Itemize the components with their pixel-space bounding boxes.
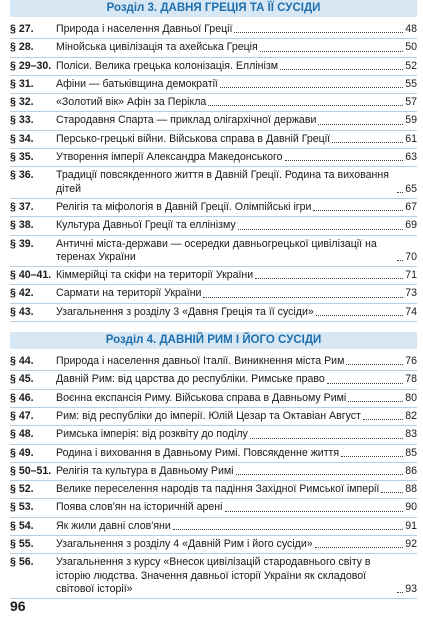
dot-leader (225, 511, 404, 512)
toc-entry (10, 554, 417, 599)
entry-page-number: 83 (405, 428, 417, 441)
entry-title: Римська імперія: від розквіту до поділу (56, 428, 248, 441)
entry-body (56, 538, 417, 551)
entry-title: Поліси. Велика грецька колонізація. Еллінізм (56, 59, 278, 72)
section-label: Розділ 4. (105, 334, 157, 347)
entry-body (56, 151, 417, 164)
entry-page-number: 63 (405, 151, 417, 164)
toc-entry (10, 408, 417, 426)
entry-page-number: 85 (405, 446, 417, 459)
toc-entry (10, 217, 417, 235)
section-header-3 (10, 0, 417, 17)
dot-leader (313, 210, 403, 211)
entry-title: Рим: від республіки до імперії. Юлій Цезар та Октавіан Август (56, 409, 361, 422)
toc-entry (10, 481, 417, 499)
toc-entry (10, 285, 417, 303)
entry-title: Воєнна експансія Риму. Військова справа в Давньому Римі (56, 391, 347, 404)
dot-leader (238, 229, 404, 230)
paragraph-number: § 46. (10, 391, 34, 404)
paragraph-number: § 45. (10, 373, 34, 386)
dot-leader (363, 419, 403, 420)
entry-title: Утворення імперії Александра Македонського (56, 151, 283, 164)
entry-page-number: 91 (405, 519, 417, 532)
paragraph-number: § 29–30. (10, 59, 52, 72)
paragraph-number: § 38. (10, 219, 34, 232)
entry-body (56, 201, 417, 214)
entry-page-number: 65 (405, 182, 417, 195)
entry-page-number: 59 (405, 114, 417, 127)
paragraph-number: § 34. (10, 132, 34, 145)
paragraph-number: § 33. (10, 114, 34, 127)
entry-body (56, 41, 417, 54)
dot-leader (234, 32, 403, 33)
entry-page-number: 93 (405, 582, 417, 595)
entry-page-number: 50 (405, 41, 417, 54)
entry-body (56, 60, 417, 73)
paragraph-number: § 35. (10, 151, 34, 164)
paragraph-number: § 44. (10, 355, 34, 368)
dot-leader (285, 160, 404, 161)
paragraph-number: § 48. (10, 428, 34, 441)
entry-title: Поява слов'ян на історичній арені (56, 501, 223, 514)
dot-leader (236, 474, 404, 475)
toc-entry (10, 499, 417, 517)
toc-entry (10, 445, 417, 463)
paragraph-number: § 27. (10, 23, 34, 35)
entry-title: Природа і населення Давньої Греції (56, 23, 233, 35)
entry-page-number: 70 (405, 250, 417, 263)
paragraph-number: § 28. (10, 41, 34, 54)
dot-leader (327, 383, 403, 384)
entry-title: Античні міста-держави — осередки давньогрецької цивілізації на теренах України (56, 237, 377, 263)
toc-entry (10, 304, 417, 322)
toc-entry (10, 390, 417, 408)
entry-body (56, 219, 417, 232)
dot-leader (397, 260, 403, 261)
entry-title: Культура Давньої Греції та еллінізму (56, 219, 236, 232)
paragraph-number: § 32. (10, 96, 34, 109)
entry-page-number: 69 (405, 219, 417, 232)
toc-entry (10, 463, 417, 481)
toc-entry (10, 58, 417, 76)
paragraph-number: § 42. (10, 287, 34, 300)
dot-leader (250, 438, 403, 439)
entry-title: Стародавня Спарта — приклад олігархічної держави (56, 114, 317, 127)
paragraph-number: § 37. (10, 200, 34, 213)
entry-body (56, 392, 417, 405)
paragraph-number: § 50–51. (10, 464, 52, 477)
toc-entry (10, 167, 417, 199)
paragraph-number: § 52. (10, 483, 34, 496)
paragraph-number: § 54. (10, 519, 34, 532)
entry-body (56, 556, 417, 596)
paragraph-number: § 39. (10, 237, 34, 250)
toc-entry (10, 39, 417, 57)
entry-title: Давній Рим: від царства до республіки. Римське право (56, 373, 325, 386)
section-3-entries (10, 21, 417, 322)
entry-body (56, 78, 417, 91)
paragraph-number: § 36. (10, 169, 34, 182)
entry-title: Релігія та культура в Давньому Римі (56, 464, 234, 477)
entry-title: Сармати на території України (56, 287, 202, 300)
dot-leader (332, 142, 403, 143)
entry-page-number: 67 (405, 200, 417, 213)
entry-title: «Золотий вік» Афін за Перікла (56, 96, 207, 109)
dot-leader (203, 297, 403, 298)
entry-body (56, 501, 417, 514)
entry-title: Релігія та міфологія в Давній Греції. Олімпійські ігри (56, 200, 312, 213)
toc-entry (10, 536, 417, 554)
paragraph-number: § 40–41. (10, 269, 52, 282)
entry-page-number: 88 (405, 483, 417, 496)
paragraph-number: § 47. (10, 409, 34, 422)
dot-leader (220, 87, 403, 88)
entry-body (56, 133, 417, 146)
entry-title: Мінойська цивілізація та ахейська Греція (56, 41, 258, 54)
entry-title: Узагальнення з розділу 4 «Давній Рим і його сусіди» (56, 538, 313, 551)
section-label: Розділ 3. (106, 2, 158, 14)
section-header-4 (10, 332, 417, 349)
entry-title: Кіммерійці та скіфи на території України (56, 269, 254, 282)
dot-leader (397, 592, 403, 593)
entry-body (56, 169, 417, 196)
entry-page-number: 80 (405, 391, 417, 404)
page-number: 96 (10, 598, 26, 614)
entry-title: Афіни — батьківщина демократії (56, 77, 218, 90)
paragraph-number: § 56. (10, 556, 34, 569)
entry-page-number: 55 (405, 77, 417, 90)
entry-title: Велике переселення народів та падіння Західної Римської імперії (56, 483, 380, 496)
toc-entry (10, 76, 417, 94)
entry-body (56, 238, 417, 265)
section-4-entries (10, 353, 417, 599)
entry-title: Традиції повсякденного життя в Давній Греції. Родина та виховання дітей (56, 169, 389, 195)
section-title: ДАВНІЙ РИМ І ЙОГО СУСІДИ (159, 334, 322, 347)
entry-body (56, 269, 417, 282)
dot-leader (316, 315, 403, 316)
toc-entry (10, 236, 417, 268)
entry-title: Родина і виховання в Давньому Римі. Повсякденне життя (56, 446, 340, 459)
entry-page-number: 86 (405, 464, 417, 477)
entry-title: Узагальнення з розділу 3 «Давня Греція та її сусіди» (56, 305, 314, 318)
toc-entry (10, 21, 417, 39)
toc-entry (10, 267, 417, 285)
entry-body (56, 114, 417, 127)
entry-body (56, 23, 417, 36)
dot-leader (173, 529, 403, 530)
entry-body (56, 483, 417, 496)
toc-entry (10, 199, 417, 217)
entry-page-number: 71 (405, 269, 417, 282)
entry-body (56, 520, 417, 533)
entry-body (56, 465, 417, 478)
entry-body (56, 96, 417, 109)
toc-entry (10, 353, 417, 371)
entry-body (56, 287, 417, 300)
entry-page-number: 82 (405, 409, 417, 422)
toc-entry (10, 94, 417, 112)
paragraph-number: § 43. (10, 305, 34, 318)
dot-leader (260, 51, 403, 52)
entry-page-number: 57 (405, 96, 417, 109)
dot-leader (280, 69, 403, 70)
dot-leader (397, 192, 403, 193)
entry-title: Природа і населення давньої Італії. Виникнення міста Рим (56, 355, 345, 368)
entry-page-number: 73 (405, 287, 417, 300)
entry-body (56, 447, 417, 460)
dot-leader (255, 278, 403, 279)
toc-entry (10, 371, 417, 389)
toc-entry (10, 131, 417, 149)
entry-page-number: 48 (405, 23, 417, 35)
dot-leader (346, 364, 403, 365)
dot-leader (348, 401, 403, 402)
paragraph-number: § 53. (10, 501, 34, 514)
entry-page-number: 76 (405, 355, 417, 368)
entry-body (56, 373, 417, 386)
toc-entry (10, 112, 417, 130)
entry-body (56, 355, 417, 368)
entry-page-number: 78 (405, 373, 417, 386)
dot-leader (318, 124, 403, 125)
section-title: ДАВНЯ ГРЕЦІЯ ТА ЇЇ СУСІДИ (160, 2, 321, 14)
entry-body (56, 410, 417, 423)
entry-body (56, 306, 417, 319)
paragraph-number: § 49. (10, 446, 34, 459)
entry-body (56, 428, 417, 441)
toc-entry (10, 149, 417, 167)
dot-leader (381, 492, 403, 493)
entry-title: Узагальнення з курсу «Внесок цивілізацій стародавнього світу в історію людства. Значення давньої історії України як складової світової історії» (56, 556, 371, 595)
toc-entry (10, 426, 417, 444)
dot-leader (208, 105, 403, 106)
entry-page-number: 61 (405, 132, 417, 145)
entry-page-number: 52 (405, 59, 417, 72)
toc-entry (10, 518, 417, 536)
dot-leader (341, 456, 403, 457)
entry-page-number: 90 (405, 501, 417, 514)
dot-leader (315, 547, 404, 548)
paragraph-number: § 55. (10, 538, 34, 551)
entry-title: Як жили давні слов'яни (56, 519, 171, 532)
entry-page-number: 74 (405, 305, 417, 318)
paragraph-number: § 31. (10, 77, 34, 90)
entry-title: Персько-грецькі війни. Військова справа в Давній Греції (56, 132, 331, 145)
entry-page-number: 92 (405, 538, 417, 551)
